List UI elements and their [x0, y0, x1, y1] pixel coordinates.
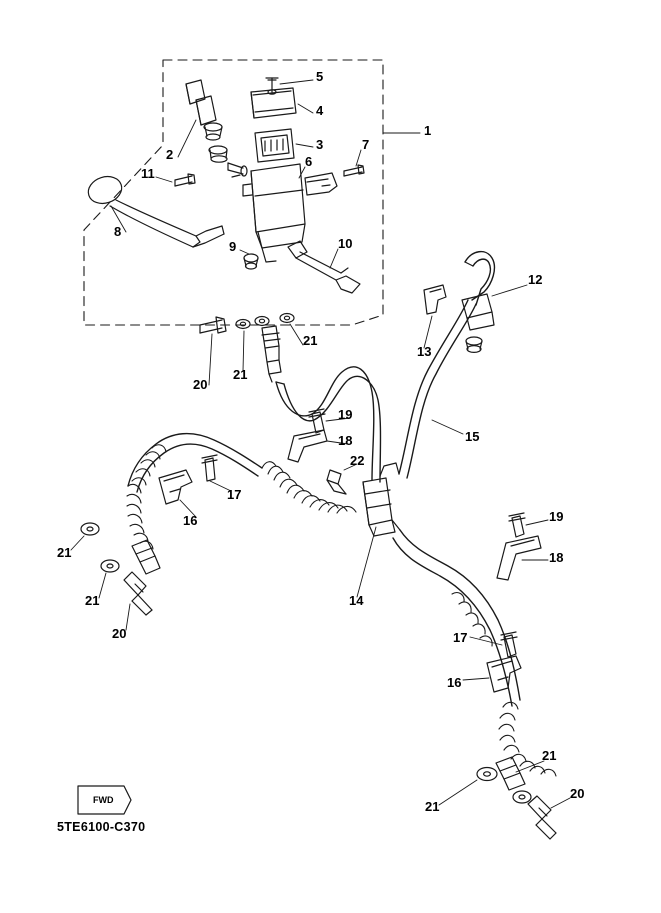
- callout-20-b: 20: [112, 626, 127, 641]
- part-21-washer-lower-left-b: [101, 560, 119, 572]
- callout-18-b: 18: [549, 550, 564, 565]
- banjo-fitting-upper: [262, 326, 281, 382]
- callout-15: 15: [465, 429, 480, 444]
- callout-10: 10: [338, 236, 353, 251]
- callout-8: 8: [114, 224, 122, 239]
- part-3-diaphragm: [255, 129, 294, 162]
- part-6-bracket: [305, 173, 337, 195]
- fwd-label: FWD: [93, 795, 114, 805]
- callout-21-a: 21: [233, 367, 248, 382]
- callout-21-e: 21: [542, 748, 557, 763]
- callout-4: 4: [316, 103, 324, 118]
- part-21-washer-upper-b: [255, 317, 269, 326]
- callout-16: 16: [183, 513, 198, 528]
- part-18-bracket-mid: [288, 430, 327, 462]
- part-9-nut: [244, 254, 258, 269]
- callout-20: 20: [193, 377, 208, 392]
- callout-17: 17: [227, 487, 242, 502]
- callout-22: 22: [350, 453, 365, 468]
- callout-21-d: 21: [85, 593, 100, 608]
- callout-21-b: 21: [303, 333, 318, 348]
- part-21-washer-upper-a: [236, 320, 250, 329]
- part-21-washer-bottom-b: [513, 791, 531, 803]
- callout-20-c: 20: [570, 786, 585, 801]
- leader-lines: [71, 80, 570, 808]
- callout-18: 18: [338, 433, 353, 448]
- part-21-washer-upper-c: [280, 314, 294, 323]
- callout-13: 13: [417, 344, 432, 359]
- assembly-outline: [84, 60, 383, 325]
- part-11-bolt: [175, 174, 195, 186]
- callout-5: 5: [316, 69, 324, 84]
- part-21-washer-bottom-a: [477, 768, 497, 781]
- callout-2: 2: [166, 147, 174, 162]
- part-20-union-bolt-bottom: [528, 796, 556, 839]
- part-22-clip: [327, 470, 346, 494]
- callout-7: 7: [362, 137, 370, 152]
- callout-11: 11: [141, 166, 155, 181]
- callout-3: 3: [316, 137, 324, 152]
- master-cylinder-body: [243, 164, 305, 262]
- callout-21-c: 21: [57, 545, 72, 560]
- banjo-fitting-bottom: [496, 757, 525, 790]
- part-4-reservoir-cap: [251, 88, 296, 118]
- part-17-bolt-left: [202, 455, 217, 481]
- left-branch-hose: [128, 434, 262, 492]
- hose-coil-guard-mid: [262, 462, 356, 513]
- hose-coil-guard-left: [127, 484, 153, 549]
- part-5-screw: [266, 78, 278, 94]
- part-17-bolt-lower-right: [501, 632, 517, 657]
- callout-19-b: 19: [549, 509, 564, 524]
- callout-12: 12: [528, 272, 543, 287]
- callout-9: 9: [229, 239, 237, 254]
- part-18-bracket-right: [497, 536, 541, 580]
- callout-19: 19: [338, 407, 353, 422]
- part-19-bolt-right: [509, 513, 525, 537]
- callout-14: 14: [349, 593, 364, 608]
- hose-coil-guard-bottom: [499, 702, 556, 776]
- part-15-brake-hose: [399, 300, 476, 478]
- hose-union-joint: [363, 463, 400, 536]
- callout-16-b: 16: [447, 675, 462, 690]
- part-16-clamp-lower-right: [487, 656, 521, 692]
- part-code-label: 5TE6100-C370: [57, 820, 146, 834]
- callout-1: 1: [424, 123, 432, 138]
- banjo-fitting-lower-left: [132, 540, 160, 574]
- part-16-clamp-left: [159, 470, 192, 504]
- part-2-piston-kit: [186, 80, 247, 177]
- part-13-clamp: [424, 285, 446, 314]
- callout-17-b: 17: [453, 630, 468, 645]
- part-21-washer-lower-left-a: [81, 523, 99, 535]
- part-20-union-bolt-lower-left: [124, 572, 152, 615]
- part-14-brake-hose: [276, 367, 381, 482]
- part-7-bolt: [344, 165, 364, 176]
- part-8-brake-lever: [85, 172, 224, 247]
- callout-6: 6: [305, 154, 313, 169]
- callout-21-f: 21: [425, 799, 440, 814]
